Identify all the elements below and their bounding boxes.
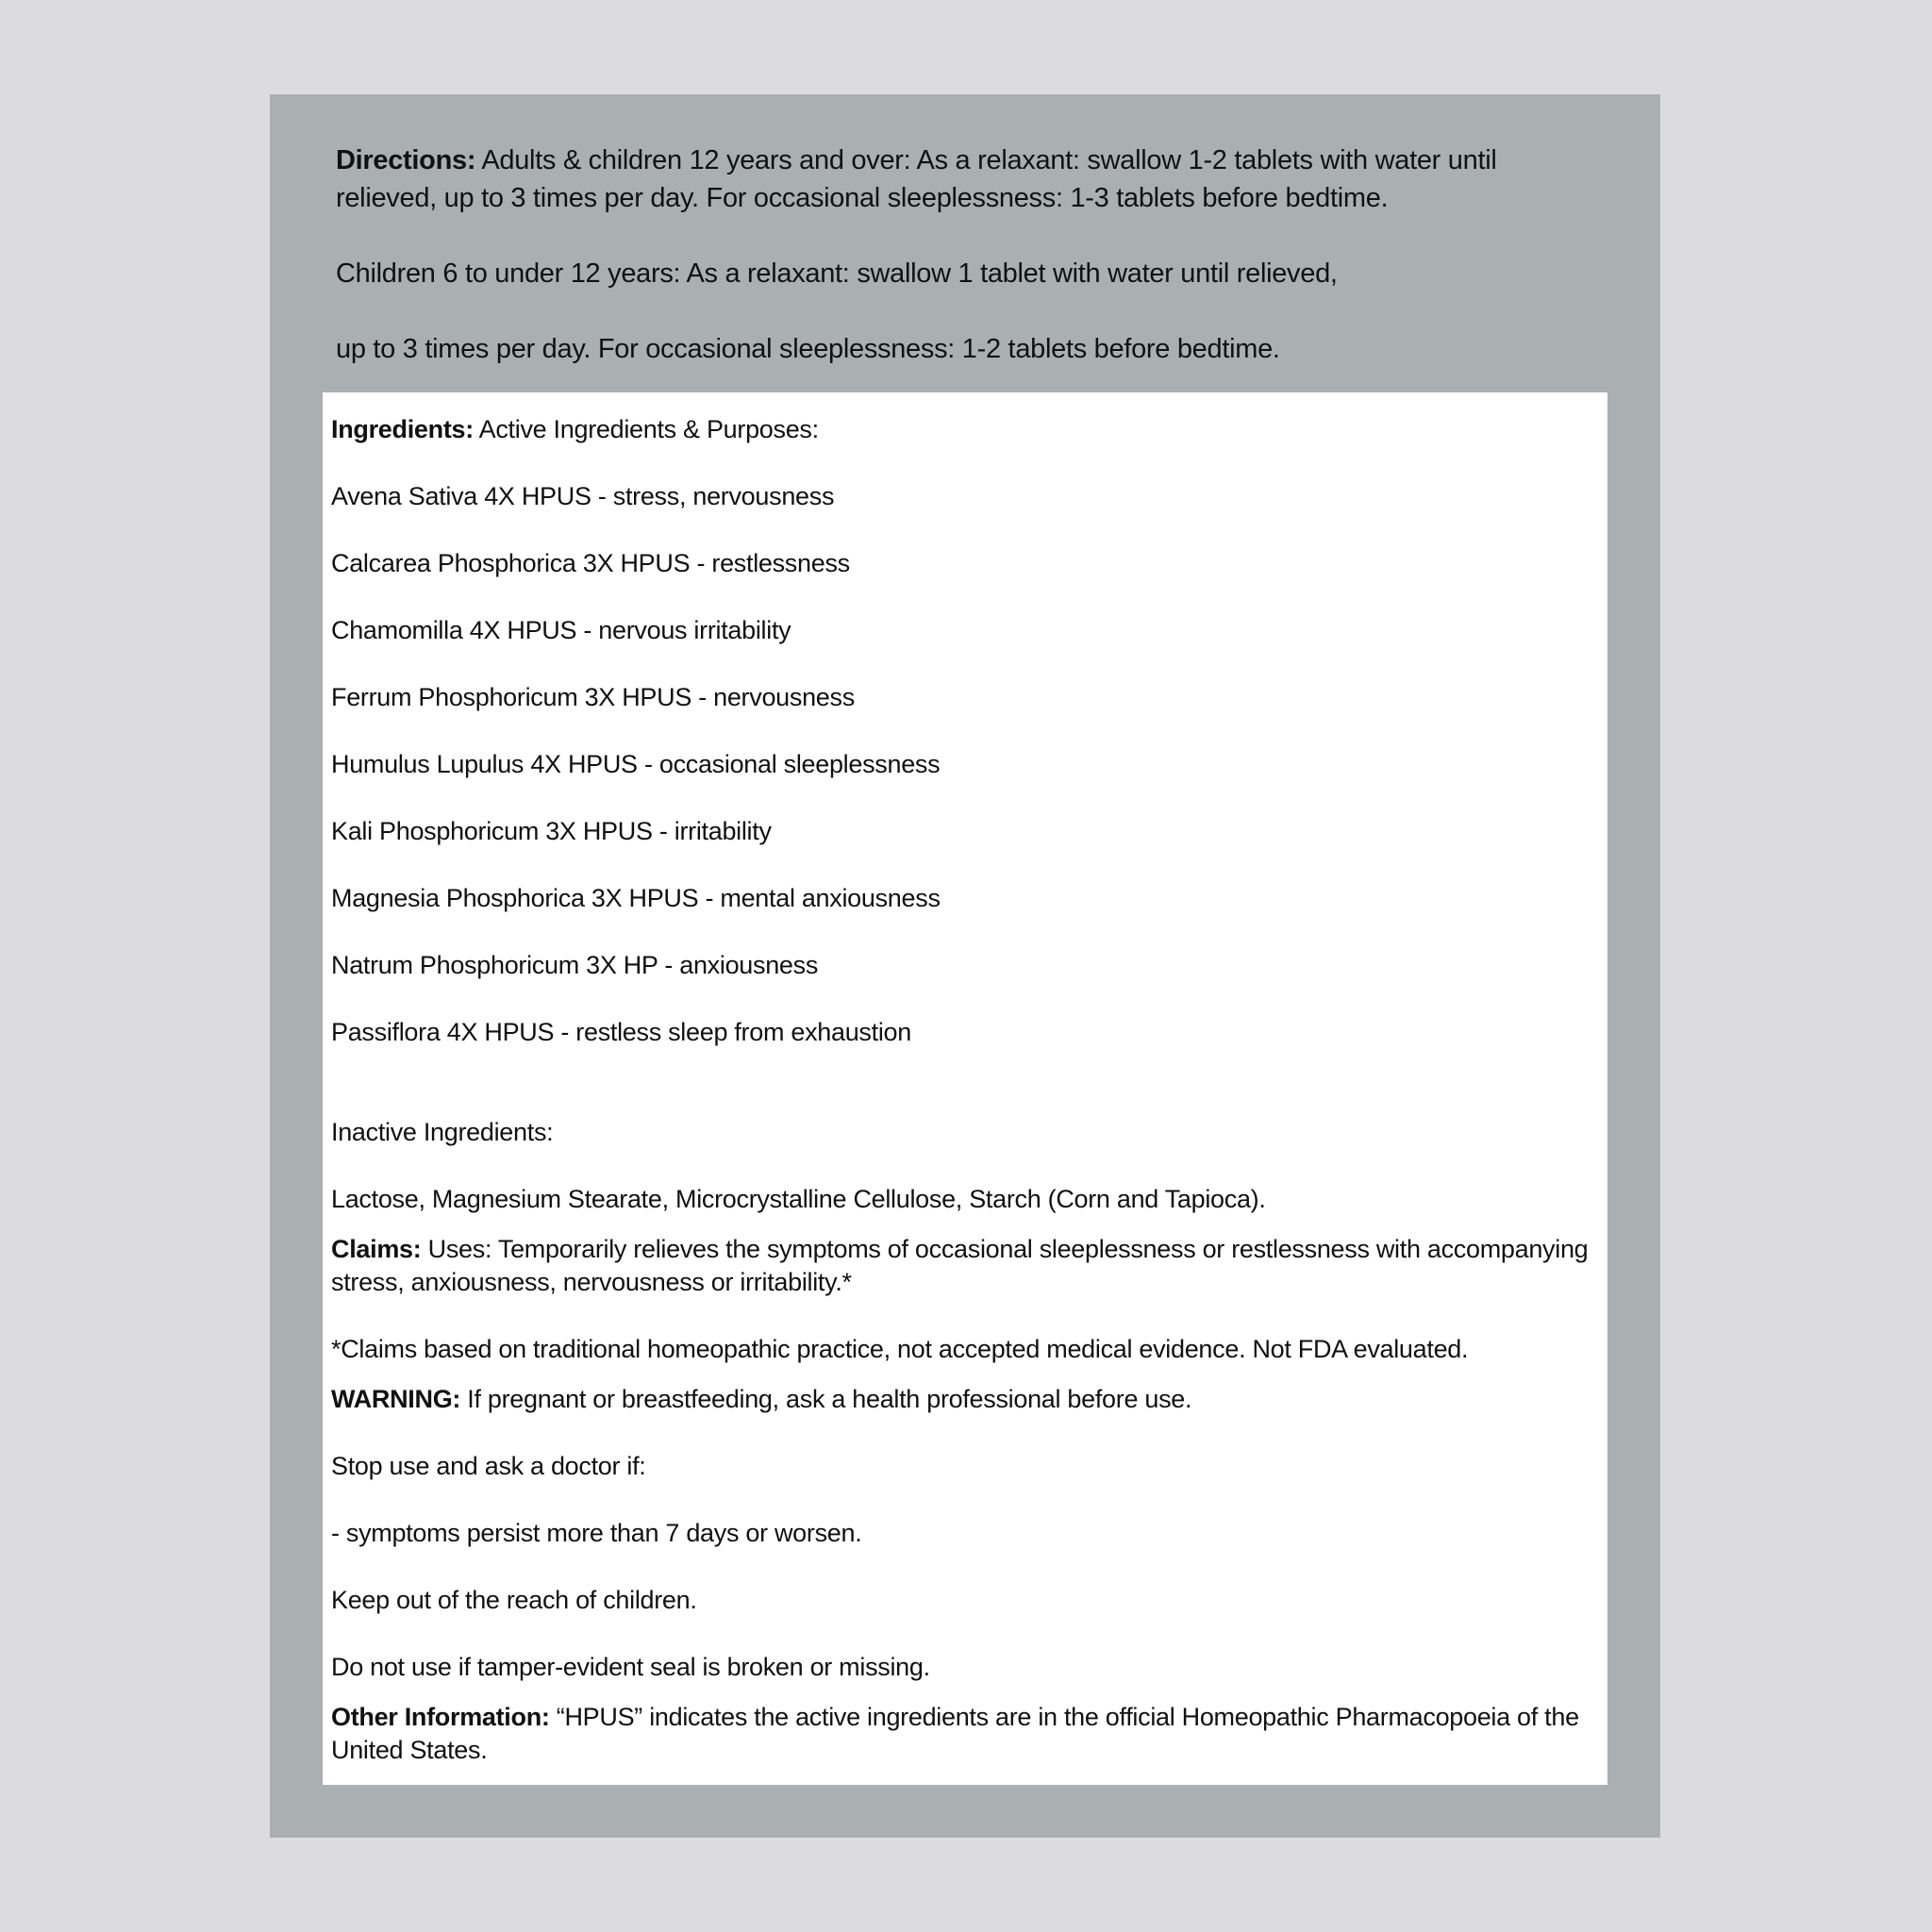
directions-paragraph-1 [336, 142, 1600, 217]
ingredients-heading [331, 413, 1600, 446]
inactive-ingredients-list: Lactose, Magnesium Stearate, Microcrystalline Cellulose, Starch (Corn and Tapioca). [331, 1185, 1266, 1213]
active-ingredient: Ferrum Phosphoricum 3X HPUS - nervousness [331, 683, 855, 711]
warning-label: WARNING: [331, 1385, 461, 1413]
ingredients-label: Ingredients: [331, 415, 474, 443]
directions-section [336, 142, 1600, 368]
active-ingredient: Calcarea Phosphorica 3X HPUS - restlessness [331, 549, 850, 577]
keep-out-text: Keep out of the reach of children. [331, 1586, 697, 1614]
claims-paragraph [331, 1233, 1600, 1299]
warning-paragraph [331, 1383, 1600, 1416]
claims-note: *Claims based on traditional homeopathic practice, not accepted medical evidence. Not FDA evaluated. [331, 1335, 1469, 1363]
other-info-label: Other Information: [331, 1703, 550, 1731]
warning-text: If pregnant or breastfeeding, ask a health professional before use. [460, 1385, 1192, 1413]
directions-text-1: Adults & children 12 years and over: As a relaxant: swallow 1-2 tablets with water until relieved, up to 3 times per day. For occasional sleeplessness: 1-3 tablets before bedtime. [336, 145, 1497, 213]
directions-paragraph-2: Children 6 to under 12 years: As a relaxant: swallow 1 tablet with water until relieved, [336, 258, 1338, 289]
inactive-ingredients-heading: Inactive Ingredients: [331, 1118, 554, 1146]
seal-text: Do not use if tamper-evident seal is broken or missing. [331, 1653, 930, 1681]
active-ingredient: Chamomilla 4X HPUS - nervous irritability [331, 616, 791, 644]
info-card [323, 392, 1607, 1785]
active-ingredient: Passiflora 4X HPUS - restless sleep from exhaustion [331, 1018, 911, 1046]
active-ingredient: Natrum Phosphoricum 3X HP - anxiousness [331, 951, 819, 979]
active-ingredient: Avena Sativa 4X HPUS - stress, nervousness [331, 482, 835, 510]
stop-use-text: Stop use and ask a doctor if: [331, 1452, 646, 1480]
claims-label: Claims: [331, 1235, 422, 1263]
active-ingredient: Magnesia Phosphorica 3X HPUS - mental anxiousness [331, 884, 941, 912]
info-card-content [331, 413, 1600, 1767]
other-info-paragraph [331, 1701, 1600, 1767]
active-ingredient: Humulus Lupulus 4X HPUS - occasional sleeplessness [331, 750, 941, 778]
label-panel [270, 94, 1660, 1838]
symptoms-text: - symptoms persist more than 7 days or worsen. [331, 1519, 862, 1547]
directions-label: Directions: [336, 145, 476, 175]
directions-paragraph-3: up to 3 times per day. For occasional sleeplessness: 1-2 tablets before bedtime. [336, 334, 1280, 364]
active-ingredient: Kali Phosphoricum 3X HPUS - irritability [331, 817, 772, 845]
ingredients-intro: Active Ingredients & Purposes: [473, 415, 819, 443]
other-info-text: “HPUS” indicates the active ingredients are in the official Homeopathic Pharmacopoeia of the United States. [331, 1703, 1579, 1764]
claims-text: Uses: Temporarily relieves the symptoms of occasional sleeplessness or restlessness with accompanying stress, anxiousness, nervousness or irritability.* [331, 1235, 1589, 1296]
